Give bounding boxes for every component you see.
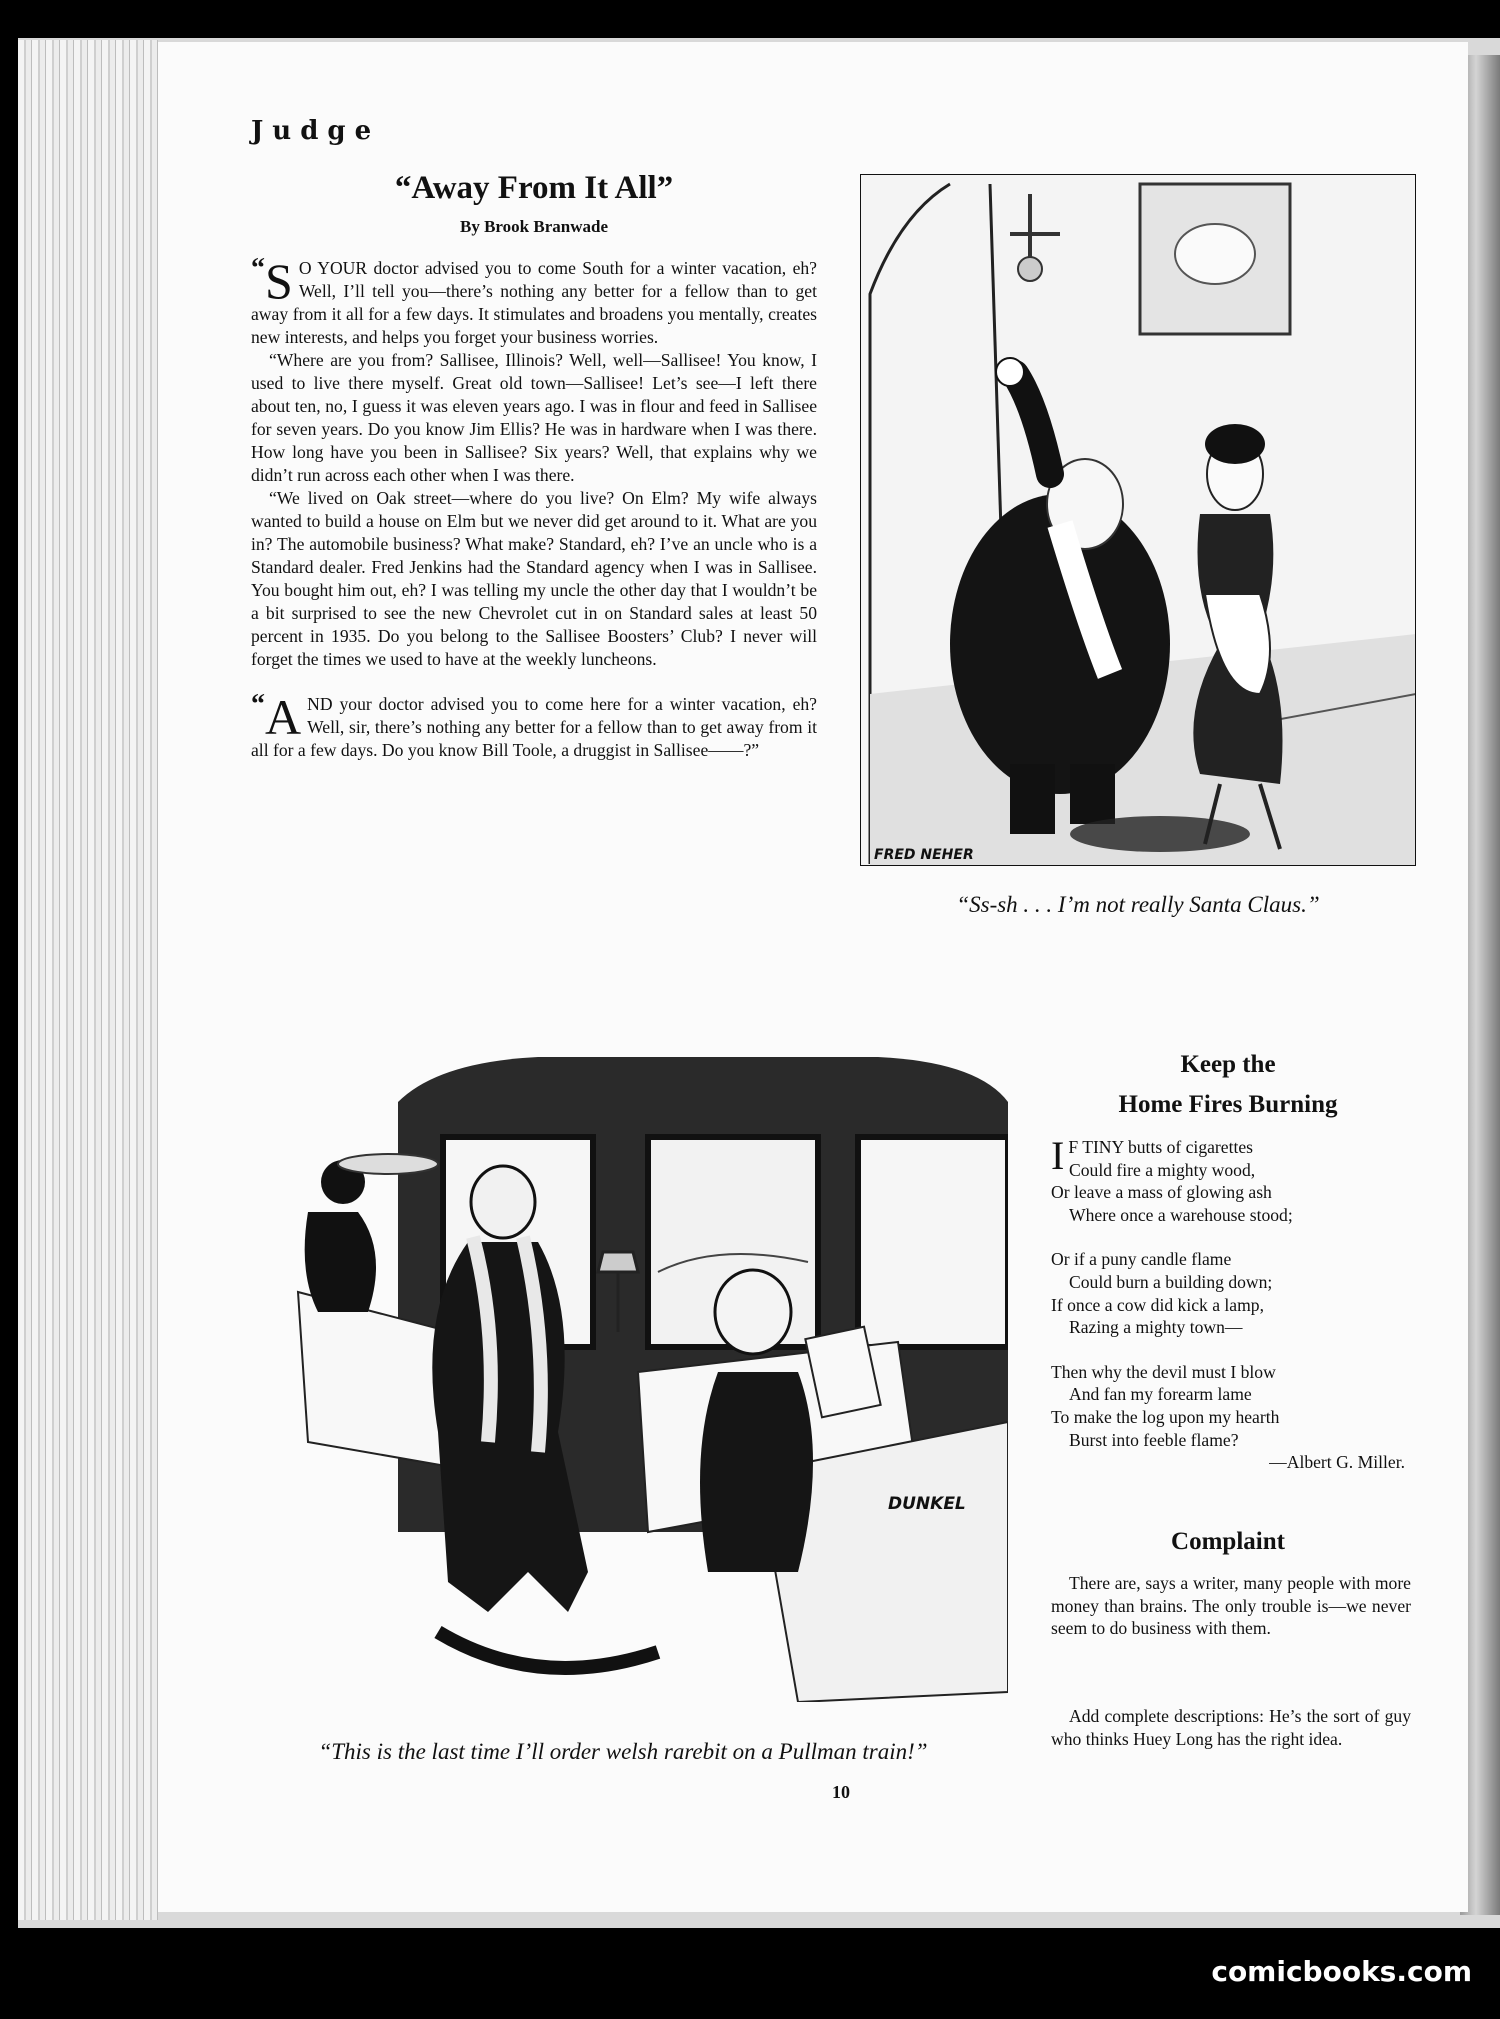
poem-title-line-2: Home Fires Burning (1118, 1091, 1338, 1118)
poem-line: Razing a mighty town— (1069, 1317, 1243, 1338)
complaint-title: Complaint (1171, 1528, 1285, 1555)
magazine-page (158, 42, 1468, 1912)
poem-line: If once a cow did kick a lamp, (1051, 1294, 1264, 1315)
article (251, 170, 817, 762)
train-cartoon-caption: “This is the last time I’ll order welsh rarebit on a Pullman train!” (318, 1739, 928, 1764)
poem-stanza-3 (1051, 1361, 1411, 1451)
poem-stanza-1 (1051, 1133, 1411, 1226)
poem-line: Where once a warehouse stood; (1069, 1204, 1293, 1225)
poem-stanza-2 (1051, 1248, 1411, 1338)
train-cartoon-signature: DUNKEL (888, 1494, 966, 1514)
page-edges (18, 40, 158, 1920)
page-number: 10 (832, 1782, 850, 1802)
poem-line: Could burn a building down; (1069, 1271, 1273, 1292)
article-byline: By Brook Branwade (460, 217, 608, 236)
poem-line: Or if a puny candle flame (1051, 1249, 1232, 1270)
poem-drop-cap: I (1051, 1133, 1065, 1178)
poem-line: Burst into feeble flame? (1069, 1429, 1239, 1450)
santa-cartoon-illustration (860, 174, 1416, 866)
article-title: “Away From It All” (394, 170, 674, 206)
watermark: comicbooks.com (1211, 1955, 1472, 1988)
open-quote: “ (251, 689, 265, 720)
article-paragraph-1 (251, 253, 817, 349)
paragraph-text: O YOUR doctor advised you to come South for a winter vacation, eh? Well, I’ll tell you—there’s nothing any better for a fellow than to get away from it all for a few days. It stimulates and broadens you mentally, creates new interests, and helps you forget your business worries. (251, 258, 817, 347)
poem-line: I F TINY butts of cigarettes (1051, 1133, 1254, 1178)
article-paragraph-3: “We lived on Oak street—where do you live? On Elm? My wife always wanted to build a house on Elm but we never did get around to it. What are you in? The automobile business? What make? Standard, eh? I’ve an uncle who is a Standard dealer. Fred Jenkins had the Standard agency when I was in Sallisee. You bought him out, eh? I was telling my uncle the other day that I wouldn’t be a bit surprised to see the new Chevrolet cut in on Standard sales at least 50 percent in 1935. Do you belong to the Sallisee Boosters’ Club? I never will forget the times we used to have at the weekly luncheons. (251, 488, 817, 669)
train-cartoon-illustration (238, 1012, 1008, 1702)
open-quote: “ (251, 253, 265, 284)
santa-cartoon-caption: “Ss-sh . . . I’m not really Santa Claus.” (956, 892, 1320, 917)
poem-title-line-1: Keep the (1180, 1051, 1276, 1078)
santa-cartoon-drawing (860, 174, 1416, 866)
paragraph-text: ND your doctor advised you to come here for a winter vacation, eh? Well, sir, there’s nothing any better for a fellow than to get away from it all for a few days. Do you know Bill Toole, a druggist in Sallisee——?” (251, 694, 817, 760)
filler-text: Add complete descriptions: He’s the sort of guy who thinks Huey Long has the right idea. (1051, 1706, 1411, 1749)
article-body (251, 253, 817, 762)
poem-body (1051, 1133, 1411, 1474)
poem-line: And fan my forearm lame (1069, 1384, 1252, 1405)
drop-cap-s: S (265, 253, 293, 309)
complaint-text: There are, says a writer, many people with more money than brains. The only trouble is—we never seem to do business with them. (1051, 1573, 1411, 1638)
train-cartoon-drawing (238, 1012, 1008, 1702)
poem-attribution: —Albert G. Miller. (1269, 1452, 1405, 1473)
magazine-name: Judge (251, 116, 381, 146)
poem-line: To make the log upon my hearth (1051, 1406, 1280, 1427)
poem-line: Or leave a mass of glowing ash (1051, 1182, 1272, 1203)
poem-title (1078, 1045, 1378, 1125)
article-paragraph-4 (251, 689, 817, 762)
santa-cartoon-signature: FRED NEHER (874, 847, 974, 863)
poem-line: Then why the devil must I blow (1051, 1361, 1276, 1382)
drop-cap-a: A (265, 689, 302, 745)
poem-line: Could fire a mighty wood, (1069, 1159, 1256, 1180)
article-paragraph-2: “Where are you from? Sallisee, Illinois? Well, well—Sallisee! You know, I used to live there myself. Great old town—Sallisee! Let’s see—I left there about ten, no, I guess it was eleven years ago. I was in flour and feed in Sallisee for seven years. Do you know Jim Ellis? He was in hardware when I was there. How long have you been in Sallisee? Six years? Well, that explains why we didn’t run across each other when I was there. (251, 350, 817, 485)
